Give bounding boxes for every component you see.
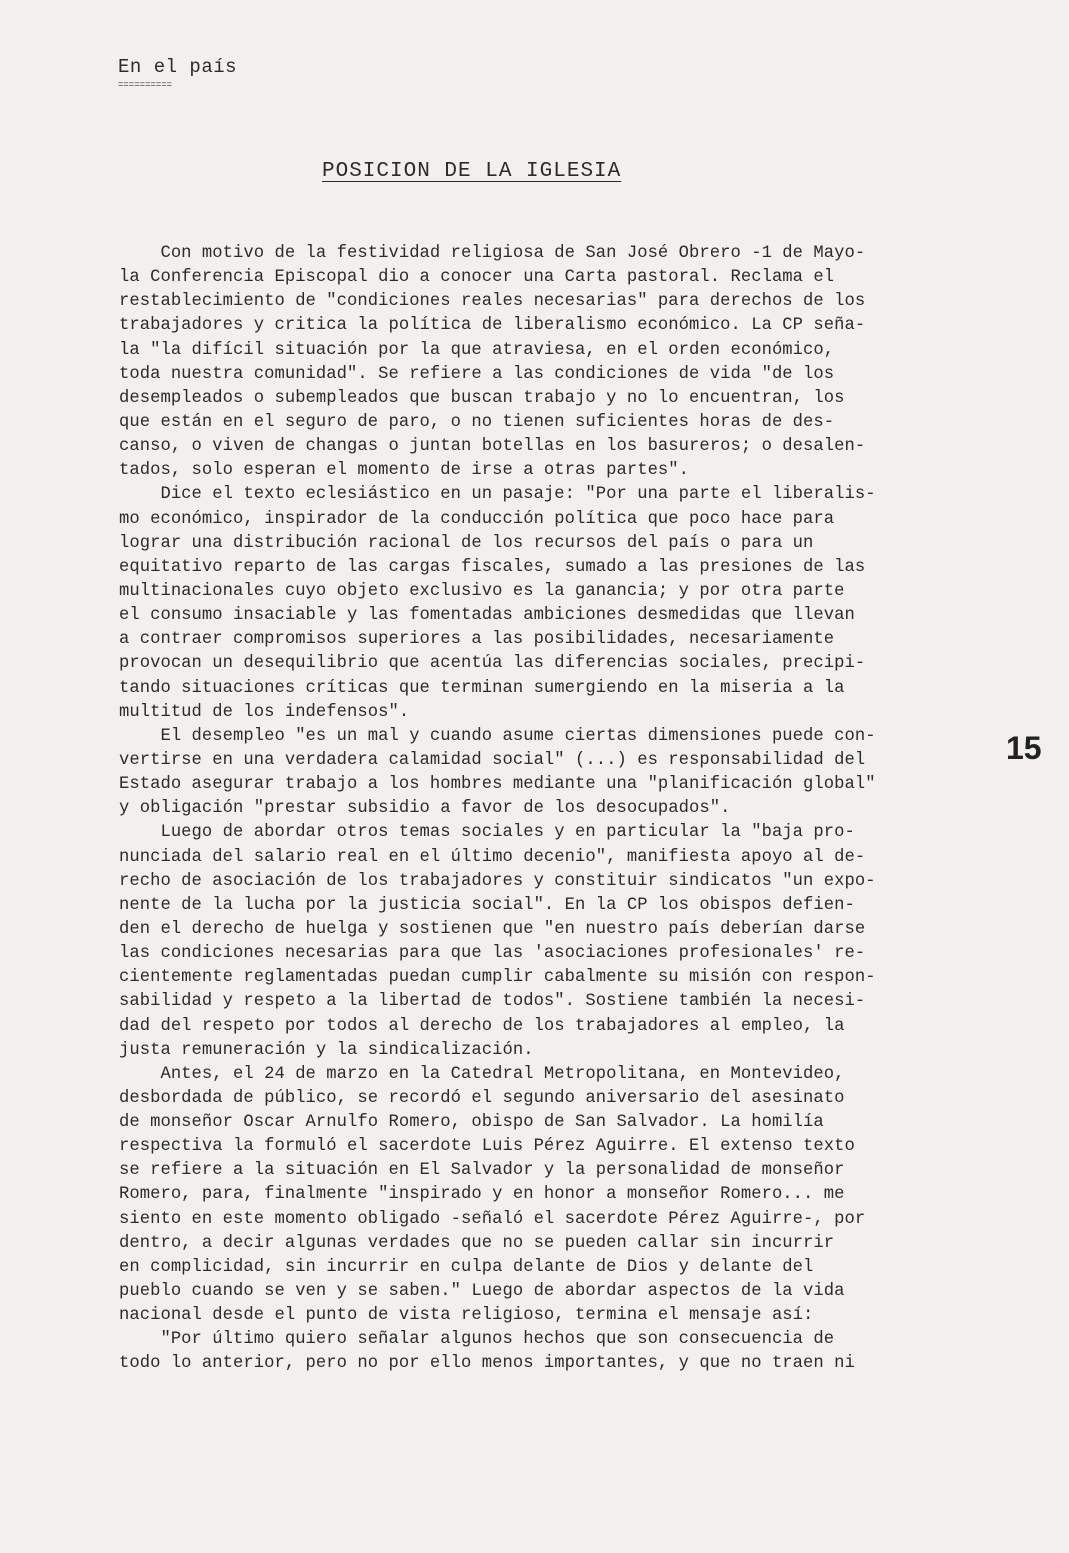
text-line: desbordada de público, se recordó el segundo aniversario del asesinato — [119, 1088, 845, 1108]
text-line: toda nuestra comunidad". Se refiere a las condiciones de vida "de los — [119, 364, 835, 384]
text-line: la Conferencia Episcopal dio a conocer una Carta pastoral. Reclama el — [119, 268, 835, 288]
text-line: que están en el seguro de paro, o no tienen suficientes horas de des- — [119, 412, 835, 432]
text-line: nunciada del salario real en el último decenio", manifiesta apoyo al de- — [119, 847, 866, 867]
text-line: multinacionales cuyo objeto exclusivo es la ganancia; y por otra parte — [119, 581, 845, 601]
text-line: cientemente reglamentadas puedan cumplir cabalmente su misión con respon- — [119, 968, 876, 988]
section-label-underline: ========== — [118, 80, 173, 90]
text-line: "Por último quiero señalar algunos hechos que son consecuencia de — [119, 1330, 835, 1350]
text-line: dentro, a decir algunas verdades que no se pueden callar sin incurrir — [119, 1233, 835, 1253]
text-line: respectiva la formuló el sacerdote Luis Pérez Aguirre. El extenso texto — [119, 1137, 855, 1157]
text-line: Luego de abordar otros temas sociales y en particular la "baja pro- — [119, 823, 855, 843]
text-line: den el derecho de huelga y sostienen que "en nuestro país deberían darse — [119, 919, 866, 939]
text-line: restablecimiento de "condiciones reales necesarias" para derechos de los — [119, 292, 866, 312]
text-line: todo lo anterior, pero no por ello menos importantes, y que no traen ni — [119, 1354, 855, 1374]
text-line: Dice el texto eclesiástico en un pasaje: "Por una parte el liberalis- — [119, 485, 876, 505]
text-line: tando situaciones críticas que terminan sumergiendo en la miseria a la — [119, 678, 845, 698]
text-line: dad del respeto por todos al derecho de los trabajadores al empleo, la — [119, 1016, 845, 1036]
text-line: Antes, el 24 de marzo en la Catedral Metropolitana, en Montevideo, — [119, 1064, 845, 1084]
text-line: la "la difícil situación por la que atraviesa, en el orden económico, — [119, 340, 835, 360]
text-line: equitativo reparto de las cargas fiscales, sumado a las presiones de las — [119, 557, 866, 577]
text-line: siento en este momento obligado -señaló el sacerdote Pérez Aguirre-, por — [119, 1209, 866, 1229]
section-label-text: En el país — [118, 56, 238, 78]
text-line: El desempleo "es un mal y cuando asume ciertas dimensiones puede con- — [119, 726, 876, 746]
text-line: Estado asegurar trabajo a los hombres mediante una "planificación global" — [119, 775, 876, 795]
page-number: 15 — [1006, 730, 1042, 766]
text-line: el consumo insaciable y las fomentadas ambiciones desmedidas que llevan — [119, 606, 855, 626]
text-line: las condiciones necesarias para que las 'asociaciones profesionales' re- — [119, 944, 866, 964]
text-line: recho de asociación de los trabajadores y constituir sindicatos "un expo- — [119, 871, 876, 891]
text-line: pueblo cuando se ven y se saben." Luego de abordar aspectos de la vida — [119, 1282, 845, 1302]
text-line: provocan un desequilibrio que acentúa las diferencias sociales, precipi- — [119, 654, 866, 674]
text-line: justa remuneración y la sindicalización. — [119, 1040, 534, 1060]
text-line: canso, o viven de changas o juntan botellas en los basureros; o desalen- — [119, 437, 866, 457]
text-line: en complicidad, sin incurrir en culpa delante de Dios y delante del — [119, 1257, 814, 1277]
article-title: POSICION DE LA IGLESIA — [322, 160, 622, 183]
text-line: lograr una distribución racional de los recursos del país o para un — [119, 533, 814, 553]
text-line: nacional desde el punto de vista religioso, termina el mensaje así: — [119, 1306, 814, 1326]
text-line: sabilidad y respeto a la libertad de todos". Sostiene también la necesi- — [119, 992, 866, 1012]
text-line: se refiere a la situación en El Salvador y la personalidad de monseñor — [119, 1161, 845, 1181]
text-line: y obligación "prestar subsidio a favor de los desocupados". — [119, 799, 731, 819]
text-line: multitud de los indefensos". — [119, 702, 410, 722]
text-line: vertirse en una verdadera calamidad social" (...) es responsabilidad del — [119, 750, 866, 770]
text-line: Con motivo de la festividad religiosa de San José Obrero -1 de Mayo- — [119, 244, 866, 263]
text-line: desempleados o subempleados que buscan trabajo y no lo encuentran, los — [119, 388, 845, 408]
section-label — [118, 58, 237, 90]
article-body — [119, 242, 999, 1377]
text-line: mo económico, inspirador de la conducción política que poco hace para — [119, 509, 835, 529]
text-line: trabajadores y critica la política de liberalismo económico. La CP seña- — [119, 316, 866, 336]
text-line: tados, solo esperan el momento de irse a otras partes". — [119, 461, 690, 481]
text-line: a contraer compromisos superiores a las posibilidades, necesariamente — [119, 630, 835, 650]
text-line: de monseñor Oscar Arnulfo Romero, obispo de San Salvador. La homilía — [119, 1113, 824, 1133]
text-line: nente de la lucha por la justicia social". En la CP los obispos defien- — [119, 895, 855, 915]
text-line: Romero, para, finalmente "inspirado y en honor a monseñor Romero... me — [119, 1185, 845, 1205]
